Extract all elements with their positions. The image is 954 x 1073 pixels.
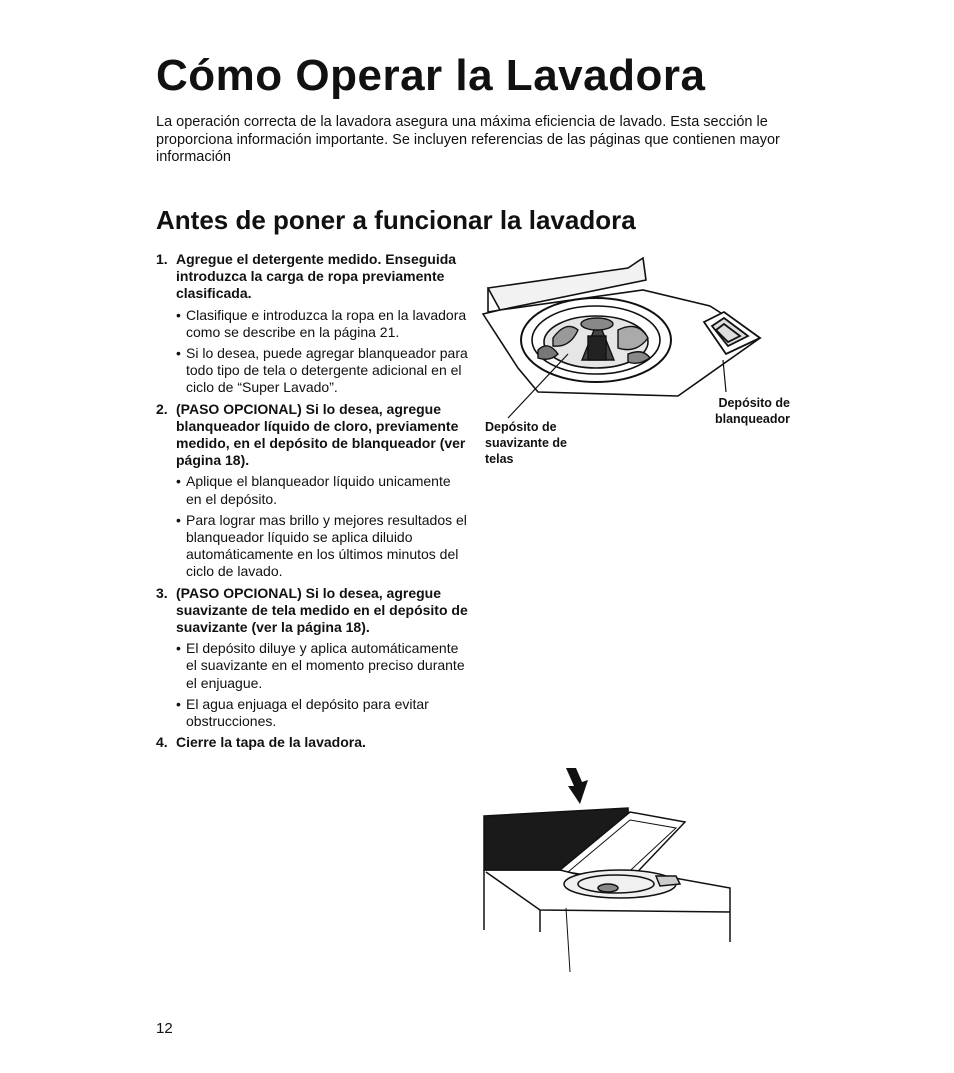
page-number: 12 xyxy=(156,1020,173,1037)
page-title: Cómo Operar la Lavadora xyxy=(156,51,706,100)
list-item: • El depósito diluye y aplica automáticamente el suavizante en el momento preciso durante el enjuague. xyxy=(176,640,465,691)
bullet-icon: • xyxy=(176,345,181,362)
step-number: 1. xyxy=(156,251,168,267)
step-4 xyxy=(156,734,468,751)
step-heading: Agregue el detergente medido. Enseguida introduzca la carga de ropa previamente clasificada. xyxy=(176,251,457,302)
step-1 xyxy=(156,251,468,397)
caption-softener-dispenser: Depósito de suavizante de telas xyxy=(485,420,567,466)
bullet-list xyxy=(156,307,468,397)
list-item: • El agua enjuaga el depósito para evitar obstrucciones. xyxy=(176,695,429,730)
step-2 xyxy=(156,401,468,581)
list-item: • Clasifique e introduzca la ropa en la lavadora como se describe en la página 21. xyxy=(176,306,467,340)
bullet-list xyxy=(156,473,468,580)
washer-closing-lid-illustration xyxy=(480,800,740,980)
list-item: • Para lograr mas brillo y mejores resultados el blanqueador líquido se aplica diluido automáticamente en los últimos minutos del ciclo de lavado. xyxy=(176,511,467,580)
bullet-icon: • xyxy=(176,473,181,490)
step-3 xyxy=(156,585,468,731)
section-title: Antes de poner a funcionar la lavadora xyxy=(156,205,636,235)
bullet-icon: • xyxy=(176,511,181,528)
intro-paragraph: La operación correcta de la lavadora asegura una máxima eficiencia de lavado. Esta sección le proporciona información importante. Se incluyen referencias de las páginas que contienen mayor información xyxy=(156,114,780,165)
step-number: 3. xyxy=(156,584,168,601)
list-item: • Si lo desea, puede agregar blanqueador para todo tipo de tela o detergente adicional en el ciclo de “Super Lavado”. xyxy=(176,345,468,396)
step-number: 2. xyxy=(156,400,168,417)
step-heading: (PASO OPCIONAL) Si lo desea, agregue suavizante de tela medido en el depósito de suavizante (ver la página 18). xyxy=(176,584,468,636)
caption-bleach-dispenser: Depósito de blanqueador xyxy=(714,396,790,426)
step-number: 4. xyxy=(156,734,168,751)
steps-list xyxy=(156,251,468,755)
bullet-icon: • xyxy=(176,640,181,657)
step-heading: (PASO OPCIONAL) Si lo desea, agregue blanqueador líquido de cloro, previamente medido, en el depósito de blanqueador (ver página 18). xyxy=(176,400,466,469)
bullet-list xyxy=(156,640,468,730)
list-item: • Aplique el blanqueador líquido unicamente en el depósito. xyxy=(176,473,451,507)
bullet-icon: • xyxy=(176,306,181,323)
step-heading: Cierre la tapa de la lavadora. xyxy=(176,734,366,751)
bullet-icon: • xyxy=(176,695,181,712)
